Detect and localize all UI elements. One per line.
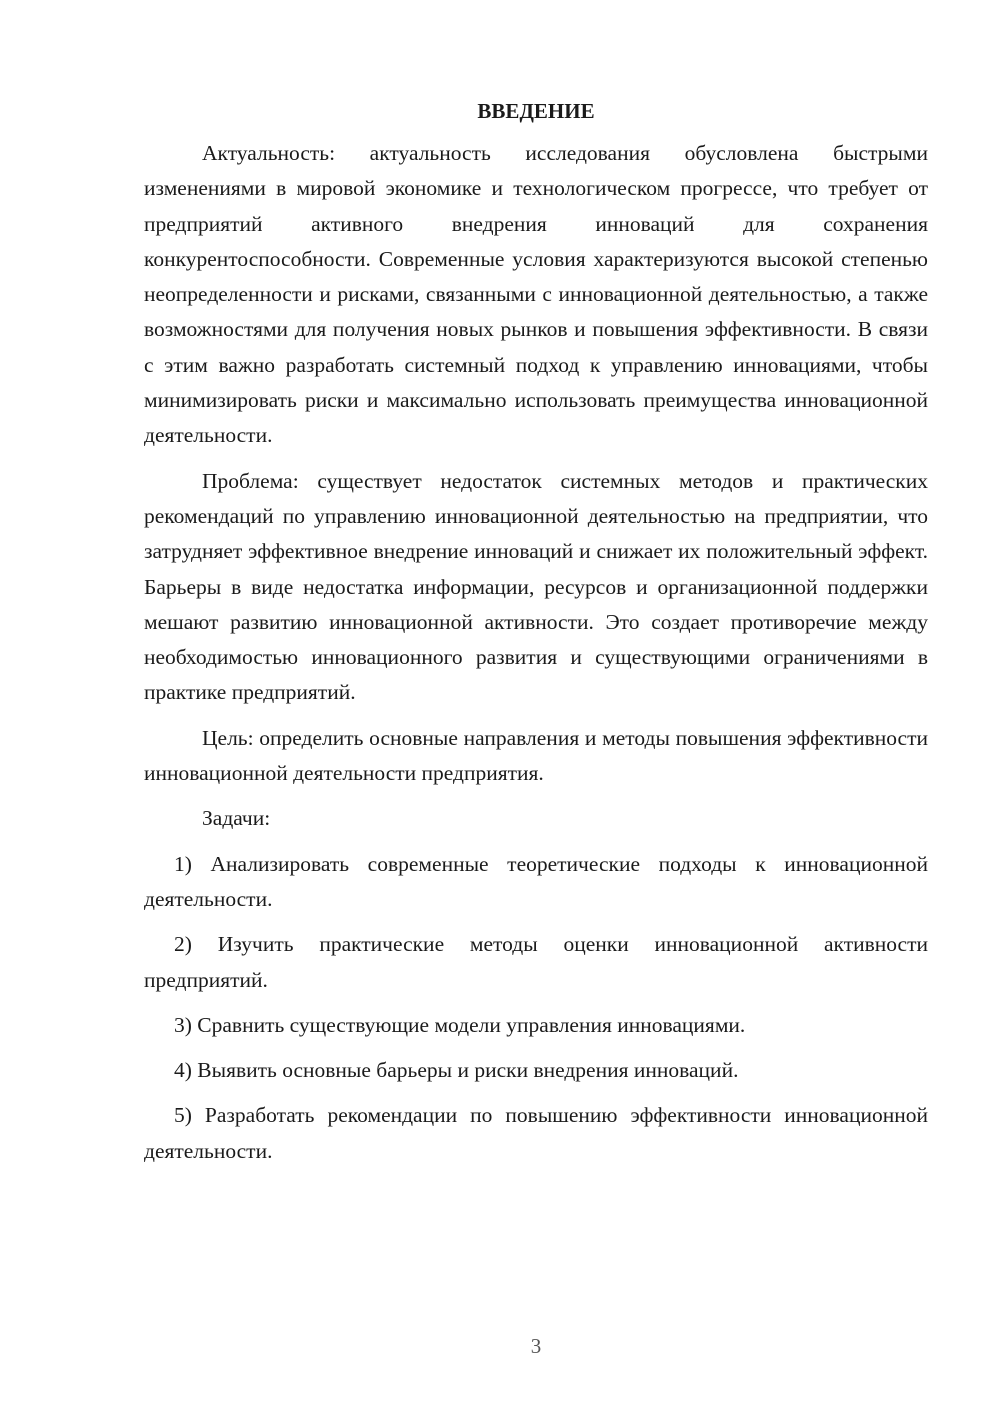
paragraph-problem: Проблема: существует недостаток системных методов и практических рекомендаций по управлению инновационной деятельностью на предприятии, что затрудняет эффективное внедрение инноваций и снижает их положительный эффект. Барьеры в виде недостатка информации, ресурсов и организационной поддержки мешают развитию инновационной активности. Это создает противоречие между необходимостью инновационного развития и существующими ограничениями в практике предприятий. xyxy=(144,468,928,705)
task-item: 5) Разработать рекомендации по повышению эффективности инновационной деятельности. xyxy=(144,1103,928,1163)
section-title: ВВЕДЕНИЕ xyxy=(477,99,595,123)
task-item: 2) Изучить практические методы оценки инновационной активности предприятий. xyxy=(144,932,928,992)
paragraph-goal: Цель: определить основные направления и методы повышения эффективности инновационной деятельности предприятия. xyxy=(144,725,928,786)
task-item: 1) Анализировать современные теоретические подходы к инновационной деятельности. xyxy=(144,851,928,911)
task-list xyxy=(144,847,928,1169)
document-body xyxy=(144,96,928,1169)
task-item: 4) Выявить основные барьеры и риски внедрения инноваций. xyxy=(174,1058,739,1083)
page-number: 3 xyxy=(530,1334,542,1358)
tasks-heading: Задачи: xyxy=(202,806,271,831)
paragraph-relevance: Актуальность: актуальность исследования обусловлена быстрыми изменениями в мировой экономике и технологическом прогрессе, что требует от предприятий активного внедрения инноваций для сохранения конкурентоспособности. Современные условия характеризуются высокой степенью неопределенности и рисками, связанными с инновационной деятельностью, а также возможностями для получения новых рынков и повышения эффективности. В связи с этим важно разработать системный подход к управлению инновациями, чтобы минимизировать риски и максимально использовать преимущества инновационной деятельности. xyxy=(144,141,928,448)
task-item: 3) Сравнить существующие модели управления инновациями. xyxy=(174,1012,746,1037)
